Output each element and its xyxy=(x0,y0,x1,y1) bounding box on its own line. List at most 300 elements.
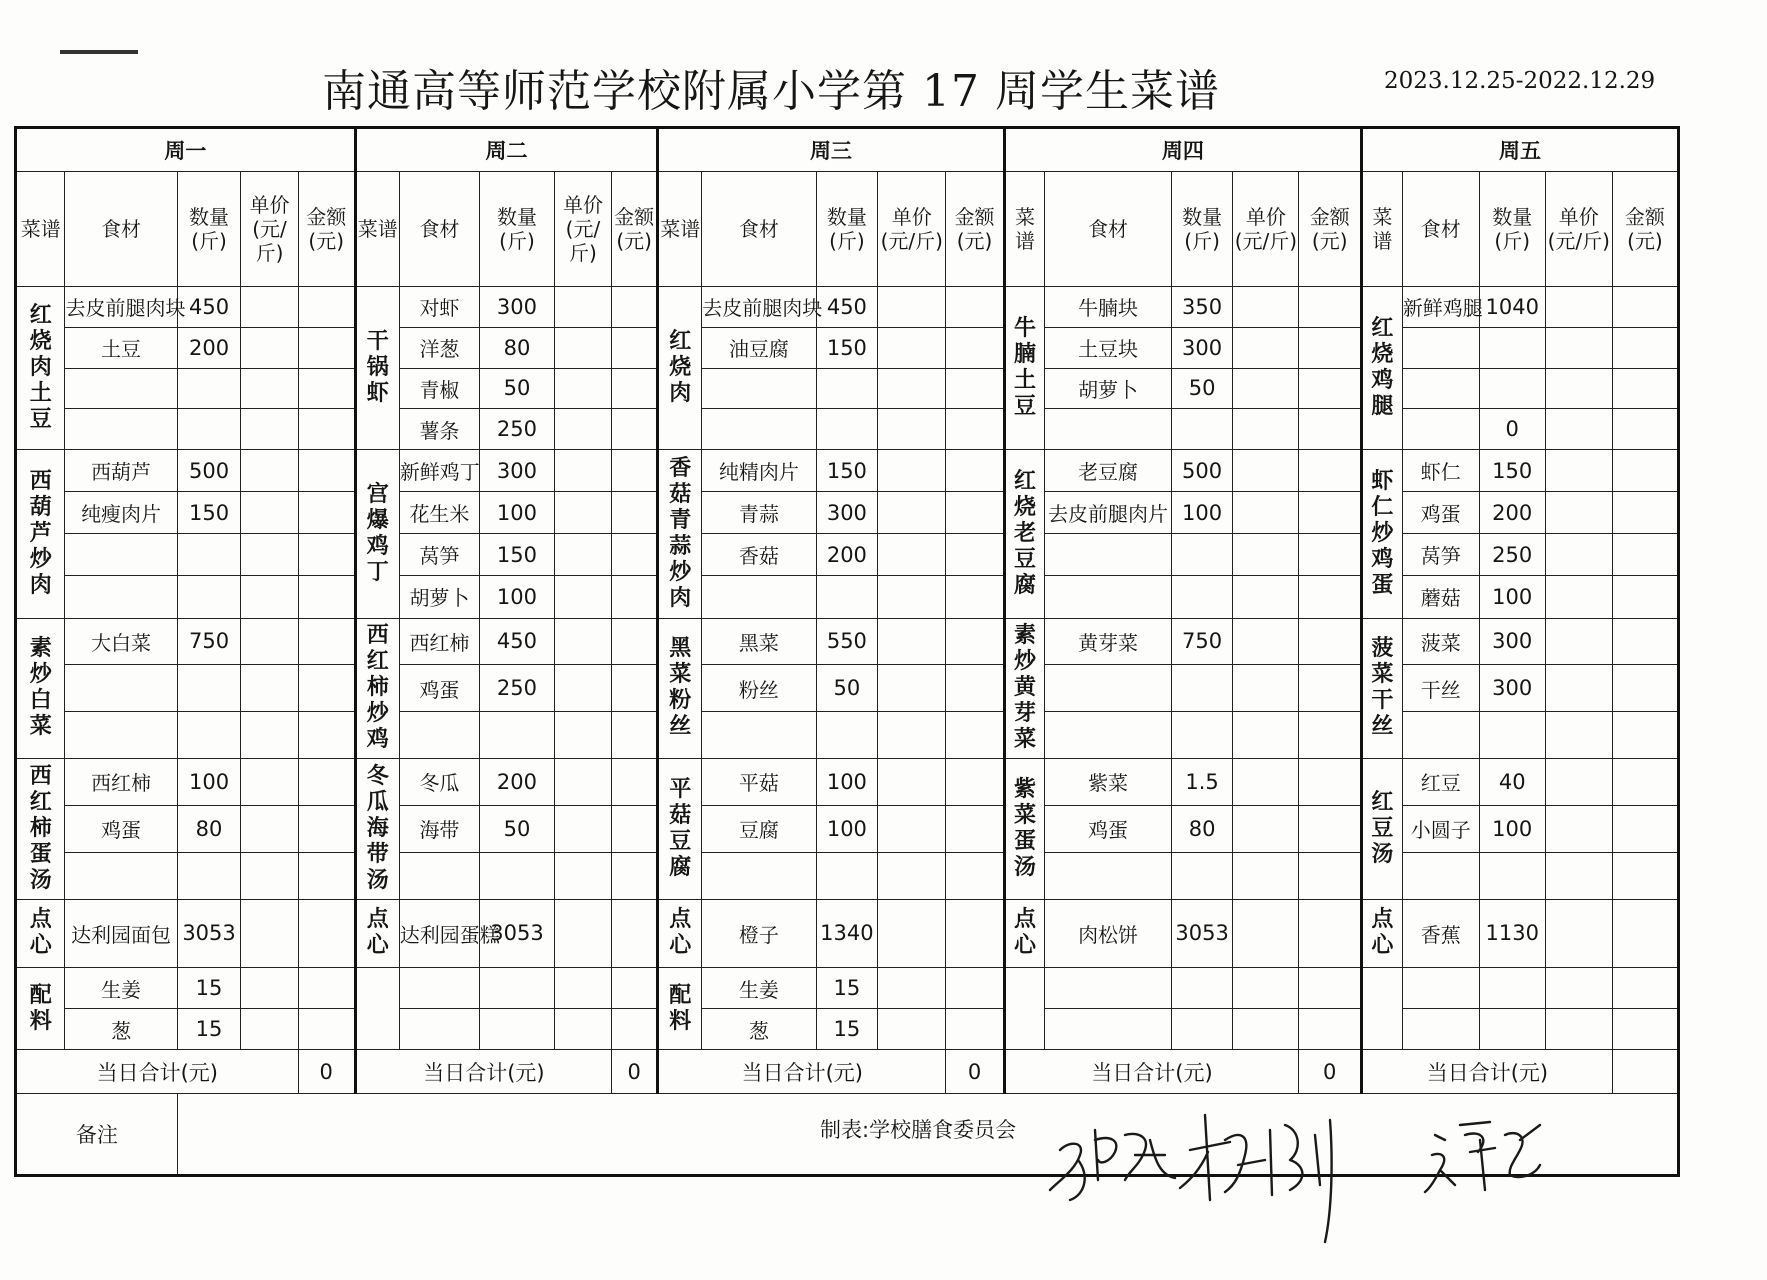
amount-cell xyxy=(946,409,1004,450)
quantity-cell xyxy=(816,409,878,450)
unit-price-cell xyxy=(241,618,298,665)
unit-price-cell xyxy=(1233,534,1299,576)
unit-price-cell xyxy=(1233,368,1299,409)
unit-price-cell xyxy=(1545,534,1612,576)
daily-total-label-tue: 当日合计(元) xyxy=(355,1050,611,1094)
dish-cell xyxy=(355,759,399,900)
col-header-amount-tue: 金额(元) xyxy=(612,172,658,287)
amount-cell xyxy=(612,852,658,899)
quantity-cell: 250 xyxy=(480,665,555,712)
dish-cell xyxy=(1004,287,1045,450)
ingredient-cell xyxy=(1045,576,1171,618)
quantity-cell: 300 xyxy=(816,492,878,534)
dish-name: 配料 xyxy=(669,982,692,1034)
amount-cell xyxy=(1299,618,1362,665)
dish-cell xyxy=(658,899,702,968)
dish-cell xyxy=(658,450,702,618)
menu-body xyxy=(16,287,1679,1050)
ingredient-cell: 冬瓜 xyxy=(399,759,479,806)
unit-price-cell xyxy=(1545,759,1612,806)
col-header-dish-thu: 菜谱 xyxy=(1004,172,1045,287)
dish-name: 红烧肉 xyxy=(669,329,692,407)
quantity-cell xyxy=(1171,852,1233,899)
ingredient-cell: 虾仁 xyxy=(1402,450,1479,492)
amount-cell xyxy=(612,450,658,492)
quantity-cell: 15 xyxy=(177,968,241,1009)
col-header-unit-price-mon: 单价(元/斤) xyxy=(241,172,298,287)
ingredient-cell: 牛腩块 xyxy=(1045,287,1171,328)
unit-price-cell xyxy=(1545,1009,1612,1050)
dish-name: 点心 xyxy=(1371,907,1394,959)
amount-cell xyxy=(298,576,355,618)
amount-cell xyxy=(1612,665,1678,712)
amount-cell xyxy=(946,899,1004,968)
quantity-cell: 15 xyxy=(177,1009,241,1050)
daily-total-value-tue: 0 xyxy=(612,1050,658,1094)
unit-price-cell xyxy=(878,852,946,899)
col-header-ingredient-fri: 食材 xyxy=(1402,172,1479,287)
signature-2 xyxy=(1180,1115,1332,1242)
unit-price-cell xyxy=(554,759,611,806)
unit-price-cell xyxy=(554,450,611,492)
ingredient-cell xyxy=(1045,1009,1171,1050)
amount-cell xyxy=(612,287,658,328)
dish-name: 红烧鸡腿 xyxy=(1371,316,1394,420)
dish-cell xyxy=(355,899,399,968)
dish-name: 紫菜蛋汤 xyxy=(1013,776,1036,880)
ingredient-cell: 土豆 xyxy=(65,327,177,368)
quantity-cell: 1130 xyxy=(1479,899,1545,968)
amount-cell xyxy=(1299,665,1362,712)
dish-name: 点心 xyxy=(669,907,692,959)
quantity-cell xyxy=(1479,852,1545,899)
dish-name: 西红柿蛋汤 xyxy=(29,763,52,893)
quantity-cell: 750 xyxy=(1171,618,1233,665)
dish-cell xyxy=(16,968,65,1050)
ingredient-cell: 生姜 xyxy=(702,968,816,1009)
unit-price-cell xyxy=(554,492,611,534)
signature-3 xyxy=(1425,1122,1540,1192)
ingredient-cell xyxy=(1045,852,1171,899)
unit-price-cell xyxy=(554,409,611,450)
col-header-amount-wed: 金额(元) xyxy=(946,172,1004,287)
dish-name: 宫爆鸡丁 xyxy=(366,481,389,585)
quantity-cell: 80 xyxy=(177,805,241,852)
ingredient-cell xyxy=(399,712,479,759)
col-header-ingredient-tue: 食材 xyxy=(399,172,479,287)
quantity-cell: 100 xyxy=(177,759,241,806)
ingredient-cell xyxy=(1402,368,1479,409)
amount-cell xyxy=(1612,492,1678,534)
quantity-cell: 50 xyxy=(480,805,555,852)
quantity-cell: 250 xyxy=(480,409,555,450)
quantity-cell: 150 xyxy=(1479,450,1545,492)
amount-cell xyxy=(298,327,355,368)
quantity-cell xyxy=(1479,1009,1545,1050)
unit-price-cell xyxy=(878,618,946,665)
dish-cell xyxy=(16,287,65,450)
unit-price-cell xyxy=(878,534,946,576)
dish-cell xyxy=(1362,759,1403,900)
quantity-cell xyxy=(1479,368,1545,409)
quantity-cell: 50 xyxy=(816,665,878,712)
dish-cell xyxy=(1362,618,1403,759)
ingredient-cell: 对虾 xyxy=(399,287,479,328)
unit-price-cell xyxy=(1233,450,1299,492)
dish-cell xyxy=(658,759,702,900)
dish-name: 点心 xyxy=(366,907,389,959)
ingredient-cell: 红豆 xyxy=(1402,759,1479,806)
unit-price-cell xyxy=(1545,368,1612,409)
unit-price-cell xyxy=(554,805,611,852)
unit-price-cell xyxy=(1233,492,1299,534)
quantity-cell xyxy=(480,712,555,759)
maker-label: 制表:学校膳食委员会 xyxy=(820,1118,1017,1142)
amount-cell xyxy=(612,534,658,576)
quantity-cell: 450 xyxy=(480,618,555,665)
dish-cell xyxy=(1004,759,1045,900)
ingredient-cell: 鸡蛋 xyxy=(1402,492,1479,534)
amount-cell xyxy=(298,1009,355,1050)
quantity-cell: 500 xyxy=(177,450,241,492)
col-header-quantity-wed: 数量(斤) xyxy=(816,172,878,287)
quantity-cell xyxy=(177,576,241,618)
dish-name: 干锅虾 xyxy=(366,329,389,407)
unit-price-cell xyxy=(878,450,946,492)
ingredient-cell: 纯瘦肉片 xyxy=(65,492,177,534)
unit-price-cell xyxy=(554,968,611,1009)
unit-price-cell xyxy=(241,409,298,450)
ingredient-cell: 豆腐 xyxy=(702,805,816,852)
amount-cell xyxy=(298,450,355,492)
ingredient-cell: 去皮前腿肉块 xyxy=(702,287,816,328)
amount-cell xyxy=(298,534,355,576)
quantity-cell xyxy=(177,665,241,712)
page-title: 南通高等师范学校附属小学第 17 周学生菜谱 xyxy=(322,66,1220,117)
amount-cell xyxy=(298,899,355,968)
amount-cell xyxy=(1612,287,1678,328)
table-row xyxy=(16,618,1679,665)
dish-name: 黑菜粉丝 xyxy=(669,636,692,740)
dish-cell xyxy=(1004,618,1045,759)
unit-price-cell xyxy=(241,576,298,618)
ingredient-cell xyxy=(399,852,479,899)
ingredient-cell xyxy=(1045,409,1171,450)
amount-cell xyxy=(1612,968,1678,1009)
amount-cell xyxy=(1612,576,1678,618)
quantity-cell: 100 xyxy=(1171,492,1233,534)
amount-cell xyxy=(1612,409,1678,450)
col-header-quantity-thu: 数量(斤) xyxy=(1171,172,1233,287)
dish-cell xyxy=(1362,287,1403,450)
unit-price-cell xyxy=(554,368,611,409)
unit-price-cell xyxy=(554,1009,611,1050)
ingredient-cell: 鸡蛋 xyxy=(1045,805,1171,852)
quantity-cell xyxy=(1171,1009,1233,1050)
dish-cell xyxy=(355,287,399,450)
unit-price-cell xyxy=(241,492,298,534)
dish-cell xyxy=(1004,899,1045,968)
dish-name: 点心 xyxy=(1013,907,1036,959)
table-row xyxy=(16,805,1679,852)
col-header-quantity-fri: 数量(斤) xyxy=(1479,172,1545,287)
amount-cell xyxy=(298,665,355,712)
amount-cell xyxy=(946,287,1004,328)
col-header-amount-fri: 金额(元) xyxy=(1612,172,1678,287)
dish-name: 平菇豆腐 xyxy=(669,776,692,880)
quantity-cell xyxy=(177,409,241,450)
dish-name: 素炒黄芽菜 xyxy=(1013,623,1036,753)
amount-cell xyxy=(1612,1009,1678,1050)
ingredient-cell: 西葫芦 xyxy=(65,450,177,492)
amount-cell xyxy=(298,968,355,1009)
table-row xyxy=(16,712,1679,759)
unit-price-cell xyxy=(1233,852,1299,899)
quantity-cell xyxy=(1479,712,1545,759)
quantity-cell: 550 xyxy=(816,618,878,665)
amount-cell xyxy=(1612,450,1678,492)
amount-cell xyxy=(1299,368,1362,409)
quantity-cell: 200 xyxy=(816,534,878,576)
unit-price-cell xyxy=(554,712,611,759)
date-range: 2023.12.25-2022.12.29 xyxy=(1384,68,1656,94)
ingredient-cell: 肉松饼 xyxy=(1045,899,1171,968)
table-row xyxy=(16,287,1679,328)
table-row xyxy=(16,1009,1679,1050)
unit-price-cell xyxy=(1233,1009,1299,1050)
ingredient-cell: 达利园面包 xyxy=(65,899,177,968)
amount-cell xyxy=(1299,1009,1362,1050)
menu-table xyxy=(14,126,1680,1177)
dish-name: 西红柿炒鸡 xyxy=(366,623,389,753)
amount-cell xyxy=(1299,712,1362,759)
unit-price-cell xyxy=(1545,409,1612,450)
amount-cell xyxy=(612,368,658,409)
amount-cell xyxy=(1299,852,1362,899)
amount-cell xyxy=(612,805,658,852)
table-row xyxy=(16,759,1679,806)
col-header-dish-tue: 菜谱 xyxy=(355,172,399,287)
unit-price-cell xyxy=(241,287,298,328)
unit-price-cell xyxy=(878,759,946,806)
table-row xyxy=(16,327,1679,368)
unit-price-cell xyxy=(1545,327,1612,368)
amount-cell xyxy=(1612,534,1678,576)
amount-cell xyxy=(1612,899,1678,968)
table-row xyxy=(16,368,1679,409)
dish-cell xyxy=(355,450,399,618)
unit-price-cell xyxy=(878,712,946,759)
unit-price-cell xyxy=(554,576,611,618)
amount-cell xyxy=(1299,534,1362,576)
quantity-cell xyxy=(816,368,878,409)
ingredient-cell: 莴笋 xyxy=(399,534,479,576)
amount-cell xyxy=(298,852,355,899)
day-header-wed: 周三 xyxy=(658,128,1004,172)
quantity-cell: 100 xyxy=(816,759,878,806)
quantity-cell: 100 xyxy=(480,492,555,534)
daily-total-value-mon: 0 xyxy=(298,1050,355,1094)
ingredient-cell: 去皮前腿肉片 xyxy=(1045,492,1171,534)
amount-cell xyxy=(946,534,1004,576)
amount-cell xyxy=(612,576,658,618)
amount-cell xyxy=(1612,712,1678,759)
col-header-amount-thu: 金额(元) xyxy=(1299,172,1362,287)
dish-cell xyxy=(1362,899,1403,968)
quantity-cell: 250 xyxy=(1479,534,1545,576)
top-dash-mark xyxy=(60,50,138,54)
ingredient-cell: 紫菜 xyxy=(1045,759,1171,806)
dish-cell xyxy=(1362,968,1403,1050)
quantity-cell: 300 xyxy=(480,450,555,492)
unit-price-cell xyxy=(554,534,611,576)
table-row xyxy=(16,665,1679,712)
amount-cell xyxy=(298,409,355,450)
unit-price-cell xyxy=(878,368,946,409)
unit-price-cell xyxy=(1233,409,1299,450)
unit-price-cell xyxy=(241,1009,298,1050)
table-row xyxy=(16,450,1679,492)
quantity-cell: 0 xyxy=(1479,409,1545,450)
quantity-cell xyxy=(816,852,878,899)
ingredient-cell xyxy=(65,852,177,899)
daily-total-label-thu: 当日合计(元) xyxy=(1004,1050,1299,1094)
ingredient-cell xyxy=(1402,852,1479,899)
quantity-cell: 500 xyxy=(1171,450,1233,492)
table-row xyxy=(16,576,1679,618)
ingredient-cell: 老豆腐 xyxy=(1045,450,1171,492)
ingredient-cell: 生姜 xyxy=(65,968,177,1009)
ingredient-cell: 花生米 xyxy=(399,492,479,534)
table-row xyxy=(16,899,1679,968)
ingredient-cell xyxy=(65,576,177,618)
ingredient-cell xyxy=(1402,968,1479,1009)
ingredient-cell xyxy=(1045,534,1171,576)
ingredient-cell: 蘑菇 xyxy=(1402,576,1479,618)
quantity-cell xyxy=(177,852,241,899)
ingredient-cell xyxy=(399,1009,479,1050)
quantity-cell xyxy=(480,852,555,899)
day-header-thu: 周四 xyxy=(1004,128,1361,172)
quantity-cell xyxy=(1479,968,1545,1009)
unit-price-cell xyxy=(554,287,611,328)
ingredient-cell xyxy=(702,852,816,899)
unit-price-cell xyxy=(1545,576,1612,618)
daily-total-value-thu: 0 xyxy=(1299,1050,1362,1094)
quantity-cell: 350 xyxy=(1171,287,1233,328)
dish-name: 冬瓜海带汤 xyxy=(366,763,389,893)
signatures xyxy=(1040,1080,1640,1260)
unit-price-cell xyxy=(1545,712,1612,759)
quantity-cell xyxy=(1171,968,1233,1009)
table-row xyxy=(16,492,1679,534)
dish-cell xyxy=(658,618,702,759)
unit-price-cell xyxy=(1233,968,1299,1009)
ingredient-cell: 新鲜鸡腿 xyxy=(1402,287,1479,328)
quantity-cell: 200 xyxy=(480,759,555,806)
unit-price-cell xyxy=(878,576,946,618)
quantity-cell: 300 xyxy=(1171,327,1233,368)
quantity-cell xyxy=(1171,534,1233,576)
ingredient-cell: 去皮前腿肉块 xyxy=(65,287,177,328)
unit-price-cell xyxy=(1233,327,1299,368)
unit-price-cell xyxy=(241,450,298,492)
ingredient-cell xyxy=(1045,712,1171,759)
amount-cell xyxy=(298,618,355,665)
unit-price-cell xyxy=(241,327,298,368)
unit-price-cell xyxy=(1545,899,1612,968)
ingredient-cell xyxy=(65,534,177,576)
ingredient-cell: 黑菜 xyxy=(702,618,816,665)
daily-total-label-wed: 当日合计(元) xyxy=(658,1050,946,1094)
quantity-cell: 80 xyxy=(1171,805,1233,852)
amount-cell xyxy=(946,805,1004,852)
day-header-fri: 周五 xyxy=(1362,128,1679,172)
ingredient-cell xyxy=(65,712,177,759)
ingredient-cell: 大白菜 xyxy=(65,618,177,665)
unit-price-cell xyxy=(241,534,298,576)
unit-price-cell xyxy=(1545,852,1612,899)
unit-price-cell xyxy=(241,665,298,712)
col-header-ingredient-thu: 食材 xyxy=(1045,172,1171,287)
amount-cell xyxy=(298,805,355,852)
unit-price-cell xyxy=(878,805,946,852)
amount-cell xyxy=(612,492,658,534)
ingredient-cell xyxy=(1402,327,1479,368)
amount-cell xyxy=(1612,618,1678,665)
col-header-ingredient-mon: 食材 xyxy=(65,172,177,287)
ingredient-cell: 达利园蛋糕 xyxy=(399,899,479,968)
unit-price-cell xyxy=(1233,576,1299,618)
dish-name: 虾仁炒鸡蛋 xyxy=(1371,468,1394,598)
col-header-ingredient-wed: 食材 xyxy=(702,172,816,287)
amount-cell xyxy=(298,287,355,328)
amount-cell xyxy=(1299,287,1362,328)
ingredient-cell: 黄芽菜 xyxy=(1045,618,1171,665)
ingredient-cell: 海带 xyxy=(399,805,479,852)
quantity-cell xyxy=(1479,327,1545,368)
quantity-cell: 150 xyxy=(177,492,241,534)
amount-cell xyxy=(946,576,1004,618)
ingredient-cell xyxy=(702,409,816,450)
ingredient-cell: 薯条 xyxy=(399,409,479,450)
quantity-cell xyxy=(177,712,241,759)
quantity-cell xyxy=(1171,665,1233,712)
unit-price-cell xyxy=(1233,712,1299,759)
dish-name: 香菇青蒜炒肉 xyxy=(669,455,692,611)
unit-price-cell xyxy=(1233,618,1299,665)
quantity-cell xyxy=(1171,712,1233,759)
col-header-dish-wed: 菜谱 xyxy=(658,172,702,287)
amount-cell xyxy=(1612,368,1678,409)
ingredient-cell: 葱 xyxy=(702,1009,816,1050)
amount-cell xyxy=(1612,805,1678,852)
amount-cell xyxy=(298,759,355,806)
table-row xyxy=(16,409,1679,450)
unit-price-cell xyxy=(1545,492,1612,534)
day-header-row xyxy=(16,128,1679,172)
quantity-cell: 150 xyxy=(816,327,878,368)
quantity-cell: 1.5 xyxy=(1171,759,1233,806)
amount-cell xyxy=(612,712,658,759)
amount-cell xyxy=(946,665,1004,712)
dish-cell xyxy=(658,287,702,450)
amount-cell xyxy=(1299,327,1362,368)
ingredient-cell: 鸡蛋 xyxy=(399,665,479,712)
unit-price-cell xyxy=(241,712,298,759)
unit-price-cell xyxy=(554,618,611,665)
daily-total-label-fri: 当日合计(元) xyxy=(1362,1050,1613,1094)
